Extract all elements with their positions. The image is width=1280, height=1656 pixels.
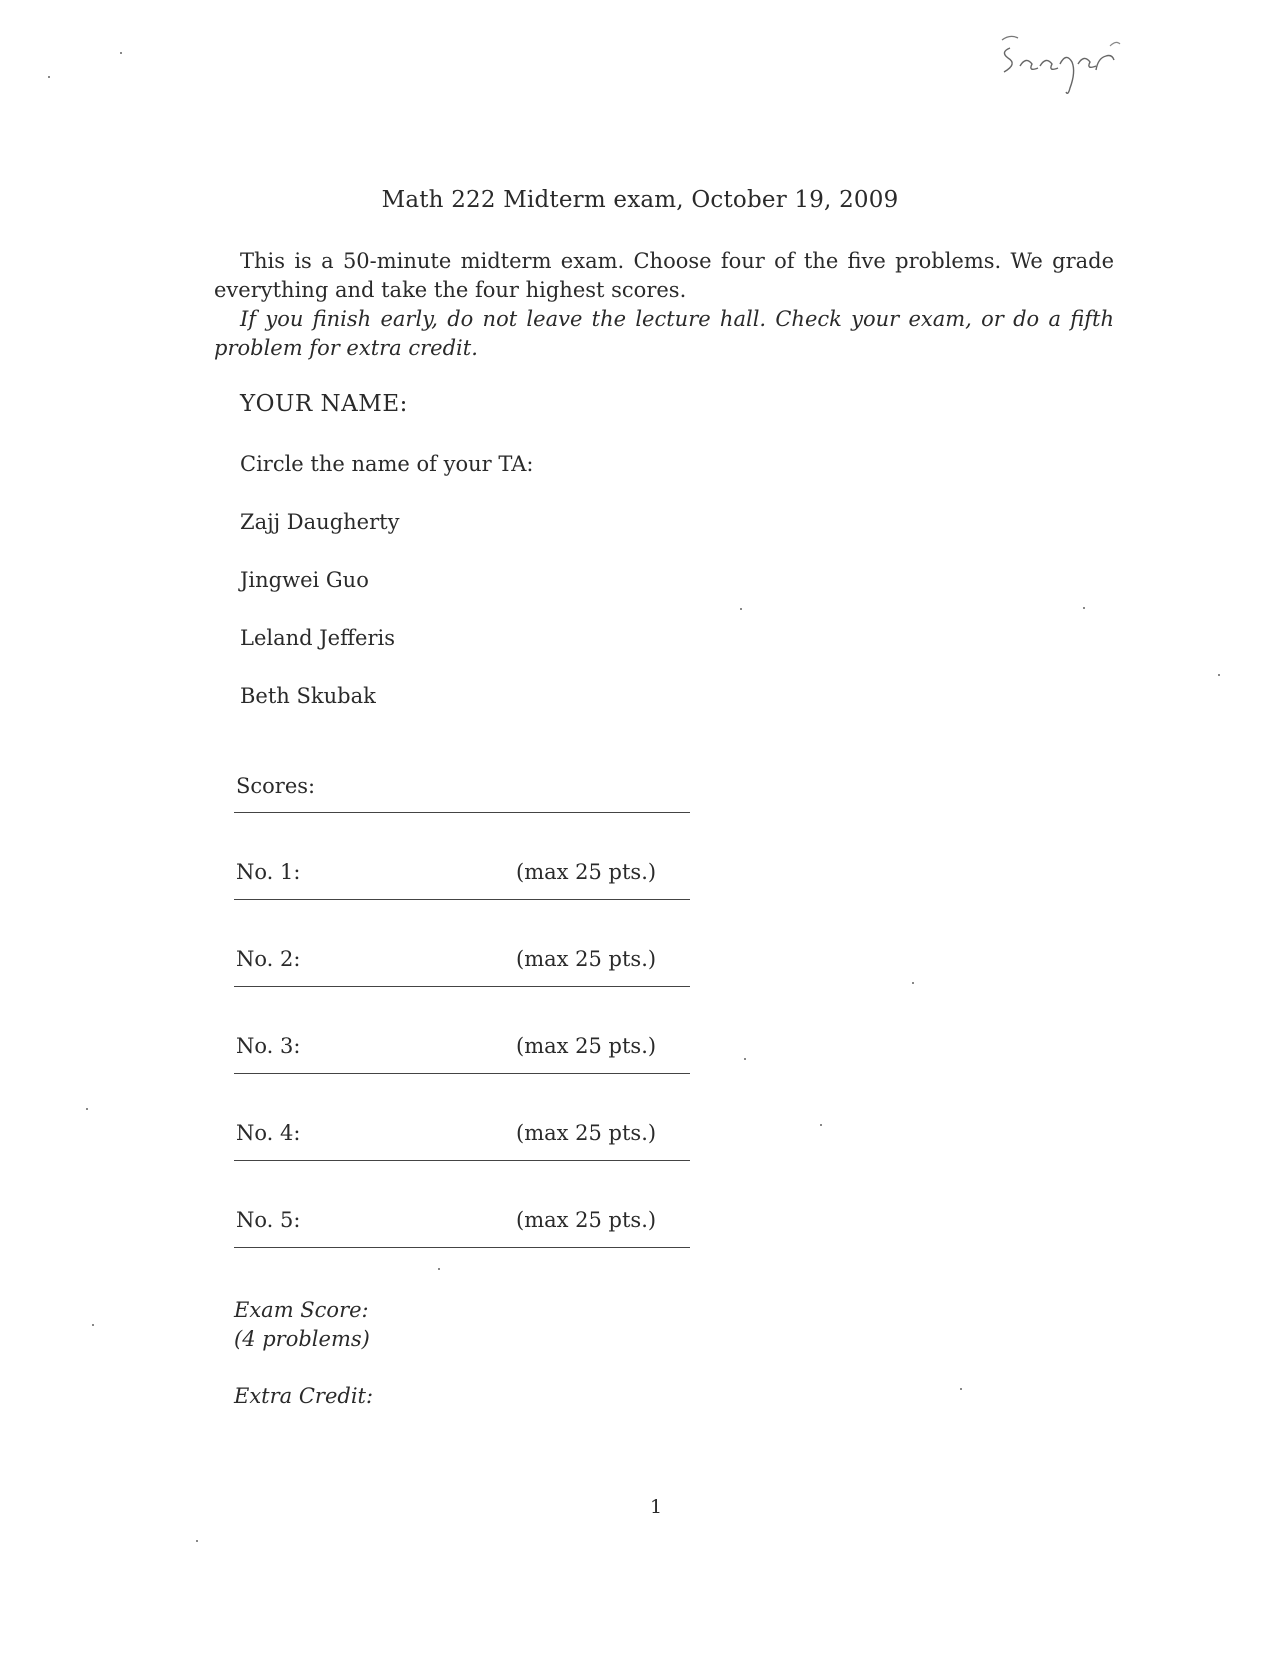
exam-instructions [214, 247, 1114, 363]
exam-score-title: Exam Score: [234, 1298, 369, 1322]
score-row-max: (max 25 pts.) [516, 1034, 657, 1058]
score-row-max: (max 25 pts.) [516, 1121, 657, 1145]
score-row-max: (max 25 pts.) [516, 947, 657, 971]
scan-speck [86, 1108, 88, 1110]
ta-name: Leland Jefferis [240, 626, 395, 650]
score-divider [234, 1247, 690, 1248]
scan-speck [820, 1124, 822, 1126]
exam-score-label [234, 1296, 370, 1354]
exam-title: Math 222 Midterm exam, October 19, 2009 [381, 187, 899, 213]
scan-speck [740, 608, 742, 610]
scan-speck [744, 1058, 746, 1060]
your-name-label: YOUR NAME: [240, 391, 408, 417]
score-divider [234, 986, 690, 987]
instructions-note: If you finish early, do not leave the lecture hall. Check your exam, or do a fifth problem for extra credit. [214, 307, 1114, 360]
score-divider [234, 812, 690, 813]
scan-speck [912, 982, 914, 984]
score-row [236, 1121, 690, 1151]
extra-credit-label: Extra Credit: [234, 1384, 374, 1408]
score-row [236, 1034, 690, 1064]
ta-list [240, 510, 399, 742]
score-row-label: No. 2: [236, 947, 301, 971]
instructions-text: This is a 50-minute midterm exam. Choose four of the five problems. We grade everything and take the four highest scores. [214, 249, 1114, 302]
scan-speck [438, 1268, 440, 1270]
score-row [236, 860, 690, 890]
score-row-label: No. 4: [236, 1121, 301, 1145]
score-row [236, 947, 690, 977]
scan-speck [92, 1324, 94, 1326]
scan-speck [48, 76, 50, 78]
score-row-label: No. 1: [236, 860, 301, 884]
score-row-label: No. 3: [236, 1034, 301, 1058]
score-row-max: (max 25 pts.) [516, 1208, 657, 1232]
score-divider [234, 1073, 690, 1074]
score-divider [234, 899, 690, 900]
ta-prompt: Circle the name of your TA: [240, 452, 534, 476]
score-row [236, 1208, 690, 1238]
scan-speck [1083, 607, 1085, 609]
score-row-max: (max 25 pts.) [516, 860, 657, 884]
handwritten-signature [990, 26, 1140, 106]
score-row-label: No. 5: [236, 1208, 301, 1232]
ta-name: Beth Skubak [240, 684, 376, 708]
ta-name: Zajj Daugherty [240, 510, 400, 534]
scan-speck [196, 1540, 198, 1542]
exam-score-subtitle: (4 problems) [234, 1327, 370, 1351]
ta-name: Jingwei Guo [240, 568, 369, 592]
scan-speck [1218, 674, 1220, 676]
scan-speck [960, 1388, 962, 1390]
scores-label: Scores: [236, 774, 316, 798]
scan-speck [120, 52, 122, 54]
score-divider [234, 1160, 690, 1161]
page-number: 1 [649, 1496, 663, 1518]
